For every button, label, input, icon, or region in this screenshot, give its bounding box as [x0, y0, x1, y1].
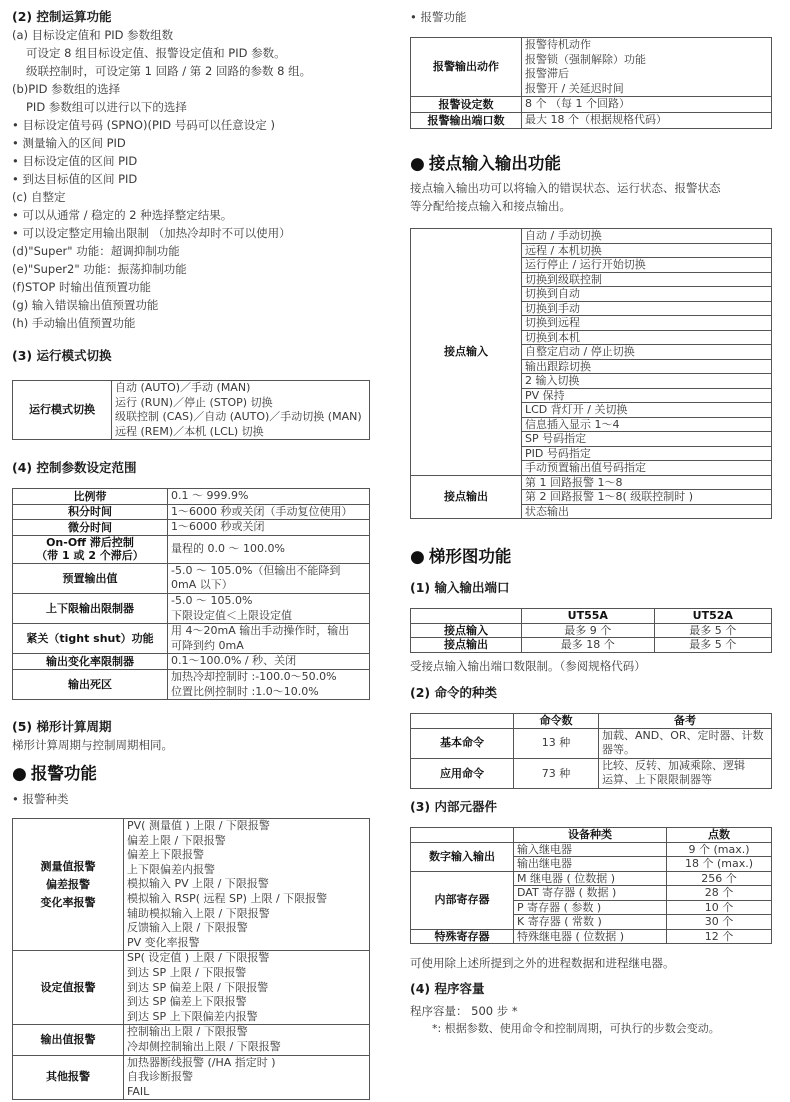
- param-key: 输出死区: [13, 669, 168, 699]
- alarm-function-value: [522, 97, 772, 113]
- internal-device-note: 可使用除上述所提到之外的进程数据和进程继电器。: [410, 956, 675, 970]
- alarm-group-item-line: 到达 SP 上下限偏差内报警: [127, 1009, 258, 1023]
- io-row-key: 接点输入: [411, 623, 522, 638]
- control-calc-item: (a) 目标设定值和 PID 参数组数: [12, 28, 174, 42]
- param-key: 积分时间: [13, 504, 168, 520]
- contact-input-row: [411, 229, 772, 244]
- device-header-cell: [411, 828, 514, 843]
- device-count: 30 个: [667, 915, 772, 930]
- command-remark-line: 比较、反转、加减乘除、逻辑: [602, 758, 745, 772]
- io-port-note: 受接点输入输出端口数限制。（参阅规格代码）: [410, 659, 646, 673]
- control-calc-item: (b)PID 参数组的选择: [12, 82, 121, 96]
- internal-device-title: (3) 内部元器件: [410, 799, 497, 814]
- device-group-key: 内部寄存器: [411, 871, 514, 929]
- alarm-group-item: [124, 951, 370, 1025]
- mode-switch-values: [115, 381, 366, 439]
- io-row-value: 最多 5 个: [654, 623, 771, 638]
- command-header-cell: [411, 714, 514, 729]
- alarm-group-item-line: SP( 设定值 ) 上限 / 下限报警: [127, 951, 270, 965]
- alarm-section-heading: ● 报警功能: [12, 764, 97, 784]
- mode-switch-table: [12, 380, 370, 440]
- contact-input-item: 切换到手动: [522, 301, 772, 316]
- param-value: [168, 535, 370, 563]
- device-header-cell: 点数: [667, 828, 772, 843]
- contact-input-item: 切换到本机: [522, 330, 772, 345]
- command-remark: [599, 758, 772, 788]
- alarm-function-key: 报警设定数: [411, 97, 522, 113]
- command-header-cell: 命令数: [514, 714, 599, 729]
- control-calc-item: (g) 输入错误输出值预置功能: [12, 298, 159, 312]
- command-count: 73 种: [514, 758, 599, 788]
- device-count: 256 个: [667, 871, 772, 886]
- io-row-value: 最多 5 个: [654, 638, 771, 653]
- param-value-line: -5.0 ～ 105.0%: [171, 593, 253, 607]
- internal-device-table: [410, 827, 772, 944]
- alarm-group-item: [124, 1025, 370, 1055]
- ladder-section-heading: ● 梯形图功能: [410, 547, 512, 567]
- contact-input-item: SP 号码指定: [522, 432, 772, 447]
- alarm-group-item-line: 上下限偏差内报警: [127, 862, 215, 876]
- alarm-group-item-line: 自我诊断报警: [127, 1070, 193, 1084]
- device-group-key: 特殊寄存器: [411, 929, 514, 944]
- contact-input-item: 切换到自动: [522, 287, 772, 302]
- io-row: [411, 638, 772, 653]
- param-value-line: 1～6000 秒或关闭: [171, 520, 265, 534]
- heading-bullet-icon: ●: [410, 154, 425, 174]
- device-row: [411, 929, 772, 944]
- alarm-group-item-line: 到达 SP 偏差上下限报警: [127, 995, 247, 1009]
- section-ladder-cycle-title: (5) 梯形计算周期: [12, 719, 112, 734]
- device-type: P 寄存器 ( 参数 ): [514, 900, 667, 915]
- contact-output-row: [411, 475, 772, 490]
- command-row: [411, 728, 772, 758]
- param-value: [168, 624, 370, 654]
- contact-input-item: PID 号码指定: [522, 446, 772, 461]
- contact-output-item: 第 1 回路报警 1～8: [522, 475, 772, 490]
- io-header-row: [411, 609, 772, 624]
- alarm-function-key: 报警输出动作: [411, 38, 522, 97]
- contact-output-key: 接点输出: [411, 475, 522, 519]
- program-capacity-note: *: 根据参数、使用命令和控制周期，可执行的步数会变动。: [432, 1022, 720, 1035]
- section-param-range-title: (4) 控制参数设定范围: [12, 460, 137, 475]
- command-key: 基本命令: [411, 728, 514, 758]
- contact-input-item: 自整定启动 / 停止切换: [522, 345, 772, 360]
- device-type: 输出继电器: [514, 857, 667, 872]
- param-key: 微分时间: [13, 520, 168, 536]
- contact-output-item: 状态输出: [522, 504, 772, 519]
- param-value: [168, 593, 370, 623]
- param-value-line: 用 4～20mA 输出手动操作时，输出: [171, 624, 350, 638]
- io-header-cell: UT52A: [654, 609, 771, 624]
- param-value: [168, 520, 370, 536]
- device-count: 10 个: [667, 900, 772, 915]
- mode-switch-value: 级联控制 (CAS)／自动 (AUTO)／手动切换 (MAN): [115, 410, 362, 424]
- command-type-title: (2) 命令的种类: [410, 685, 497, 700]
- device-row: [411, 871, 772, 886]
- param-value: [168, 563, 370, 593]
- command-remark-line: 器等。: [602, 743, 635, 757]
- device-type: K 寄存器 ( 常数 ): [514, 915, 667, 930]
- contact-input-item: 远程 / 本机切换: [522, 243, 772, 258]
- alarm-function-value: [522, 38, 772, 97]
- alarm-group-item-line: 到达 SP 偏差上限 / 下限报警: [127, 980, 269, 994]
- contact-description-line: 等分配给接点输入和接点输出。: [410, 199, 571, 213]
- param-value-line: 0.1 ～ 999.9%: [171, 489, 249, 502]
- param-key: 紧关（tight shut）功能: [13, 624, 168, 654]
- command-key: 应用命令: [411, 758, 514, 788]
- alarm-group-item-line: 冷却侧控制输出上限 / 下限报警: [127, 1039, 281, 1053]
- device-row: [411, 842, 772, 857]
- control-calc-item: (h) 手动输出值预置功能: [12, 316, 136, 330]
- alarm-group-item-line: 模拟输入 RSP( 远程 SP) 上限 / 下限报警: [127, 891, 328, 905]
- alarm-function-value-line: 报警滞后: [525, 67, 569, 81]
- section-control-calc-title: (2) 控制运算功能: [12, 9, 112, 24]
- alarm-group-row: [13, 1025, 370, 1055]
- ladder-cycle-text: 梯形计算周期与控制周期相同。: [12, 738, 173, 752]
- contact-input-item: 自动 / 手动切换: [522, 229, 772, 244]
- contact-io-table: [410, 228, 772, 519]
- mode-switch-value: 自动 (AUTO)／手动 (MAN): [115, 381, 251, 394]
- heading-bullet-icon: ●: [410, 547, 425, 567]
- alarm-group-item-line: 偏差上限 / 下限报警: [127, 833, 226, 847]
- control-calc-item: • 可以设定整定用输出限制 （加热冷却时不可以使用）: [12, 224, 370, 242]
- alarm-group-row: [13, 951, 370, 1025]
- contact-input-key: 接点输入: [411, 229, 522, 476]
- device-count: 9 个 (max.): [667, 842, 772, 857]
- alarm-group-item-line: 模拟输入 PV 上限 / 下限报警: [127, 877, 269, 891]
- device-type: 输入继电器: [514, 842, 667, 857]
- alarm-kind-label: • 报警种类: [12, 790, 370, 808]
- contact-input-item: 信息插入显示 1～4: [522, 417, 772, 432]
- alarm-function-value-line: 报警待机动作: [525, 38, 591, 51]
- param-row: [13, 563, 370, 593]
- io-port-table: [410, 608, 772, 653]
- program-capacity-title: (4) 程序容量: [410, 981, 485, 996]
- control-calc-item: • 目标设定值号码 (SPNO)(PID 号码可以任意设定 ): [12, 116, 370, 134]
- alarm-group-item-line: 偏差上下限报警: [127, 848, 204, 862]
- device-type: M 继电器 ( 位数据 ): [514, 871, 667, 886]
- device-header-cell: 设备种类: [514, 828, 667, 843]
- alarm-group-row: [13, 1055, 370, 1100]
- alarm-group-item-line: PV( 测量值 ) 上限 / 下限报警: [127, 819, 270, 832]
- alarm-function-label: • 报警功能: [410, 8, 772, 26]
- io-row-value: 最多 9 个: [522, 623, 655, 638]
- alarm-function-row: [411, 112, 772, 128]
- alarm-function-key: 报警输出端口数: [411, 112, 522, 128]
- alarm-group-item: [124, 1055, 370, 1100]
- command-type-table: [410, 713, 772, 789]
- alarm-group-item-line: FAIL: [127, 1084, 150, 1098]
- heading-bullet-icon: ●: [12, 764, 27, 784]
- control-calc-item: • 到达目标值的区间 PID: [12, 170, 370, 188]
- alarm-group-key: 设定值报警: [13, 951, 124, 1025]
- control-calc-item: • 测量输入的区间 PID: [12, 134, 370, 152]
- contact-input-item: 2 输入切换: [522, 374, 772, 389]
- param-range-table: [12, 488, 370, 700]
- alarm-function-row: [411, 97, 772, 113]
- alarm-function-row: [411, 38, 772, 97]
- io-row: [411, 623, 772, 638]
- command-header-row: [411, 714, 772, 729]
- contact-description: [410, 179, 772, 215]
- alarm-group-item-line: 控制输出上限 / 下限报警: [127, 1025, 248, 1039]
- command-remark-line: 运算、上下限限制器等: [602, 773, 712, 787]
- param-value: [168, 489, 370, 505]
- contact-input-item: 切换到远程: [522, 316, 772, 331]
- control-calc-item: 可设定 8 组目标设定值、报警设定值和 PID 参数。: [26, 46, 286, 60]
- io-header-cell: [411, 609, 522, 624]
- contact-input-item: PV 保持: [522, 388, 772, 403]
- param-row: [13, 593, 370, 623]
- mode-switch-key: 运行模式切换: [13, 381, 112, 440]
- alarm-group-key: 其他报警: [13, 1055, 124, 1100]
- param-key: 上下限输出限制器: [13, 593, 168, 623]
- device-type: 特殊继电器 ( 位数据 ): [514, 929, 667, 944]
- alarm-group-item: [124, 819, 370, 951]
- alarm-group-row: [13, 819, 370, 951]
- param-value-line: 位置比例控制时 :1.0～10.0%: [171, 684, 319, 698]
- device-type: DAT 寄存器 ( 数据 ): [514, 886, 667, 901]
- control-calc-item: • 可以从通常 / 稳定的 2 种选择整定结果。: [12, 206, 370, 224]
- io-row-key: 接点输出: [411, 638, 522, 653]
- device-count: 28 个: [667, 886, 772, 901]
- alarm-group-item-line: 反馈输入上限 / 下限报警: [127, 921, 248, 935]
- alarm-group-item-line: 加热器断线报警 (/HA 指定时 ): [127, 1055, 276, 1069]
- param-value-line: 1～6000 秒或关闭（手动复位使用）: [171, 504, 353, 518]
- param-value: [168, 654, 370, 670]
- control-calc-item: (c) 自整定: [12, 190, 66, 204]
- device-count: 18 个 (max.): [667, 857, 772, 872]
- device-header-row: [411, 828, 772, 843]
- param-value-line: 0.1～100.0% / 秒、关闭: [171, 654, 297, 668]
- param-row: [13, 504, 370, 520]
- alarm-function-value: [522, 112, 772, 128]
- alarm-group-item-line: 辅助模拟输入上限 / 下限报警: [127, 906, 270, 920]
- param-value: [168, 669, 370, 699]
- param-row: [13, 624, 370, 654]
- section-mode-switch-title: (3) 运行模式切换: [12, 348, 112, 363]
- param-value-line: 0mA 以下）: [171, 578, 233, 592]
- contact-input-item: 手动预置输出值号码指定: [522, 461, 772, 476]
- alarm-function-value-line: 报警开 / 关延迟时间: [525, 81, 624, 95]
- control-calc-item: (e)"Super2" 功能：振荡抑制功能: [12, 262, 187, 276]
- device-group-key: 数字输入输出: [411, 842, 514, 871]
- program-capacity-text: 程序容量： 500 步 *: [410, 1004, 518, 1018]
- control-calc-item: PID 参数组可以进行以下的选择: [26, 100, 187, 114]
- alarm-type-table: [12, 818, 370, 1100]
- param-value-line: -5.0 ～ 105.0%（但输出不能降到: [171, 563, 341, 577]
- param-key: 预置输出值: [13, 563, 168, 593]
- param-row: [13, 520, 370, 536]
- contact-section-heading: ● 接点输入输出功能: [410, 154, 561, 174]
- contact-output-item: 第 2 回路报警 1～8( 级联控制时 ): [522, 490, 772, 505]
- control-calc-item: (f)STOP 时输出值预置功能: [12, 280, 151, 294]
- control-calc-item: • 目标设定值的区间 PID: [12, 152, 370, 170]
- io-header-cell: UT55A: [522, 609, 655, 624]
- alarm-group-key: 输出值报警: [13, 1025, 124, 1055]
- param-value-line: 可降到约 0mA: [171, 638, 244, 652]
- alarm-function-table: [410, 37, 772, 129]
- param-row: [13, 669, 370, 699]
- alarm-group-key: 测量值报警 偏差报警 变化率报警: [13, 819, 124, 951]
- alarm-function-value-line: 最大 18 个（根据规格代码）: [525, 112, 667, 126]
- param-row: [13, 535, 370, 563]
- contact-description-line: 接点输入输出功可以将输入的错误状态、运行状态、报警状态: [410, 181, 721, 195]
- io-row-value: 最多 18 个: [522, 638, 655, 653]
- mode-switch-value: 运行 (RUN)／停止 (STOP) 切换: [115, 395, 273, 409]
- param-key: On-Off 滞后控制 （带 1 或 2 个滞后）: [13, 535, 168, 563]
- mode-switch-value: 远程 (REM)／本机 (LCL) 切换: [115, 424, 264, 438]
- param-key: 比例带: [13, 489, 168, 505]
- contact-input-item: 运行停止 / 运行开始切换: [522, 258, 772, 273]
- alarm-group-item-line: 到达 SP 上限 / 下限报警: [127, 965, 247, 979]
- control-calc-item: 级联控制时，可设定第 1 回路 / 第 2 回路的参数 8 组。: [26, 64, 312, 78]
- command-count: 13 种: [514, 728, 599, 758]
- param-value-line: 下限设定值＜上限设定值: [171, 608, 292, 622]
- alarm-function-value-line: 8 个 （每 1 个回路）: [525, 97, 630, 111]
- command-remark-line: 加载、AND、OR、定时器、计数: [602, 728, 764, 742]
- param-value: [168, 504, 370, 520]
- param-value-line: 量程的 0.0 ～ 100.0%: [171, 541, 285, 555]
- control-calc-list: [12, 26, 370, 332]
- alarm-function-value-line: 报警锁（强制解除）功能: [525, 52, 646, 66]
- alarm-group-item-line: PV 变化率报警: [127, 935, 200, 949]
- command-remark: [599, 728, 772, 758]
- control-calc-item: (d)"Super" 功能：超调抑制功能: [12, 244, 180, 258]
- contact-input-item: 输出跟踪切换: [522, 359, 772, 374]
- io-port-title: (1) 输入输出端口: [410, 580, 510, 595]
- param-value-line: 加热冷却控制时 :-100.0～50.0%: [171, 669, 337, 683]
- param-row: [13, 654, 370, 670]
- contact-input-item: 切换到级联控制: [522, 272, 772, 287]
- command-row: [411, 758, 772, 788]
- param-key: 输出变化率限制器: [13, 654, 168, 670]
- param-row: [13, 489, 370, 505]
- command-header-cell: 备考: [599, 714, 772, 729]
- device-count: 12 个: [667, 929, 772, 944]
- contact-input-item: LCD 背灯开 / 关切换: [522, 403, 772, 418]
